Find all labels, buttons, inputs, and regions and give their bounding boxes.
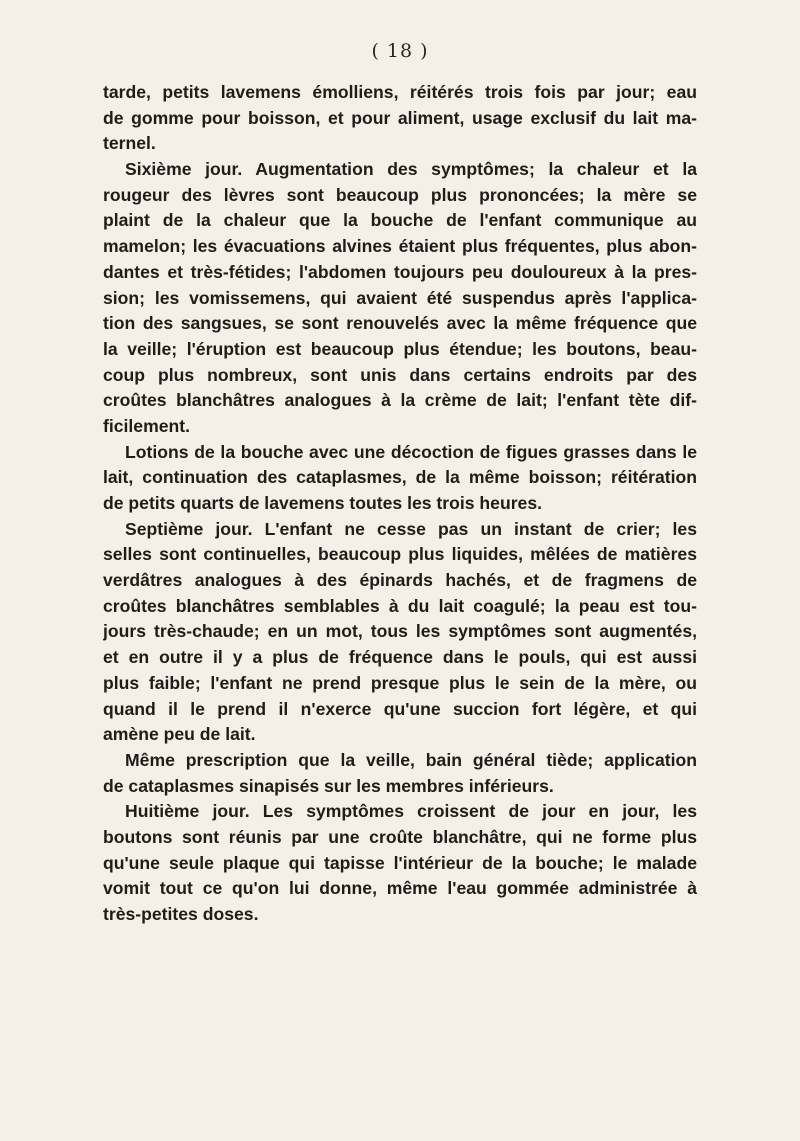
text-line: très-petites doses. (103, 904, 259, 924)
text-line: dantes et très-fétides; l'abdomen toujours peu douloureux à la pres- (103, 261, 697, 282)
text-line: et en outre il y a plus de fréquence dans le pouls, qui est aussi (103, 647, 697, 668)
text-line: de cataplasmes sinapisés sur les membres inférieurs. (103, 775, 554, 796)
text-line: tion des sangsues, se sont renouvelés avec la même fréquence que (103, 313, 697, 334)
text-line: qu'une seule plaque qui tapisse l'intérieur de la bouche; le malade (103, 852, 697, 873)
text-line: lait, continuation des cataplasmes, de la même boisson; réitération (103, 467, 697, 488)
text-line: ternel. (103, 133, 156, 154)
text-line: de petits quarts de lavemens toutes les trois heures. (103, 493, 543, 513)
text-line: ficilement. (103, 415, 191, 436)
text-line: de gomme pour boisson, et pour aliment, usage exclusif du lait ma- (103, 107, 697, 128)
page-number: ( 18 ) (371, 40, 429, 62)
text-line: Lotions de la bouche avec une décoction de figues grasses dans le (125, 441, 697, 462)
text-line: mamelon; les évacuations alvines étaient plus fréquentes, plus abon- (103, 236, 697, 257)
text-line: croûtes blanchâtres semblables à du lait coagulé; la peau est tou- (103, 595, 697, 616)
text-line: la veille; l'éruption est beaucoup plus étendue; les boutons, beau- (103, 338, 697, 359)
text-line: coup plus nombreux, sont unis dans certains endroits par des (103, 364, 697, 385)
text-line: plus faible; l'enfant ne prend presque plus le sein de la mère, ou (103, 672, 697, 693)
body-text (103, 80, 697, 928)
text-line: Septième jour. L'enfant ne cesse pas un instant de crier; les (125, 518, 697, 539)
text-line: Même prescription que la veille, bain général tiède; application (125, 749, 697, 770)
text-line: vomit tout ce qu'on lui donne, même l'eau gommée administrée à (103, 878, 697, 899)
text-line: tarde, petits lavemens émolliens, réitérés trois fois par jour; eau (103, 82, 697, 102)
text-line: verdâtres analogues à des épinards hachés, et de fragmens de (103, 570, 697, 591)
text-line: Sixième jour. Augmentation des symptômes; la chaleur et la (125, 159, 697, 180)
text-line: amène peu de lait. (103, 724, 256, 745)
text-line: boutons sont réunis par une croûte blanchâtre, qui ne forme plus (103, 826, 697, 847)
text-line: rougeur des lèvres sont beaucoup plus prononcées; la mère se (103, 184, 697, 205)
text-line: selles sont continuelles, beaucoup plus liquides, mêlées de matières (103, 544, 697, 565)
text-line: jours très-chaude; en un mot, tous les symptômes sont augmentés, (103, 621, 697, 642)
text-line: sion; les vomissemens, qui avaient été suspendus après l'applica- (103, 287, 697, 308)
text-line: Huitième jour. Les symptômes croissent de jour en jour, les (125, 801, 697, 822)
text-line: quand il le prend il n'exerce qu'une succion fort légère, et qui (103, 698, 697, 719)
text-line: plaint de la chaleur que la bouche de l'enfant communique au (103, 210, 697, 231)
text-line: croûtes blanchâtres analogues à la crème de lait; l'enfant tète dif- (103, 390, 697, 411)
